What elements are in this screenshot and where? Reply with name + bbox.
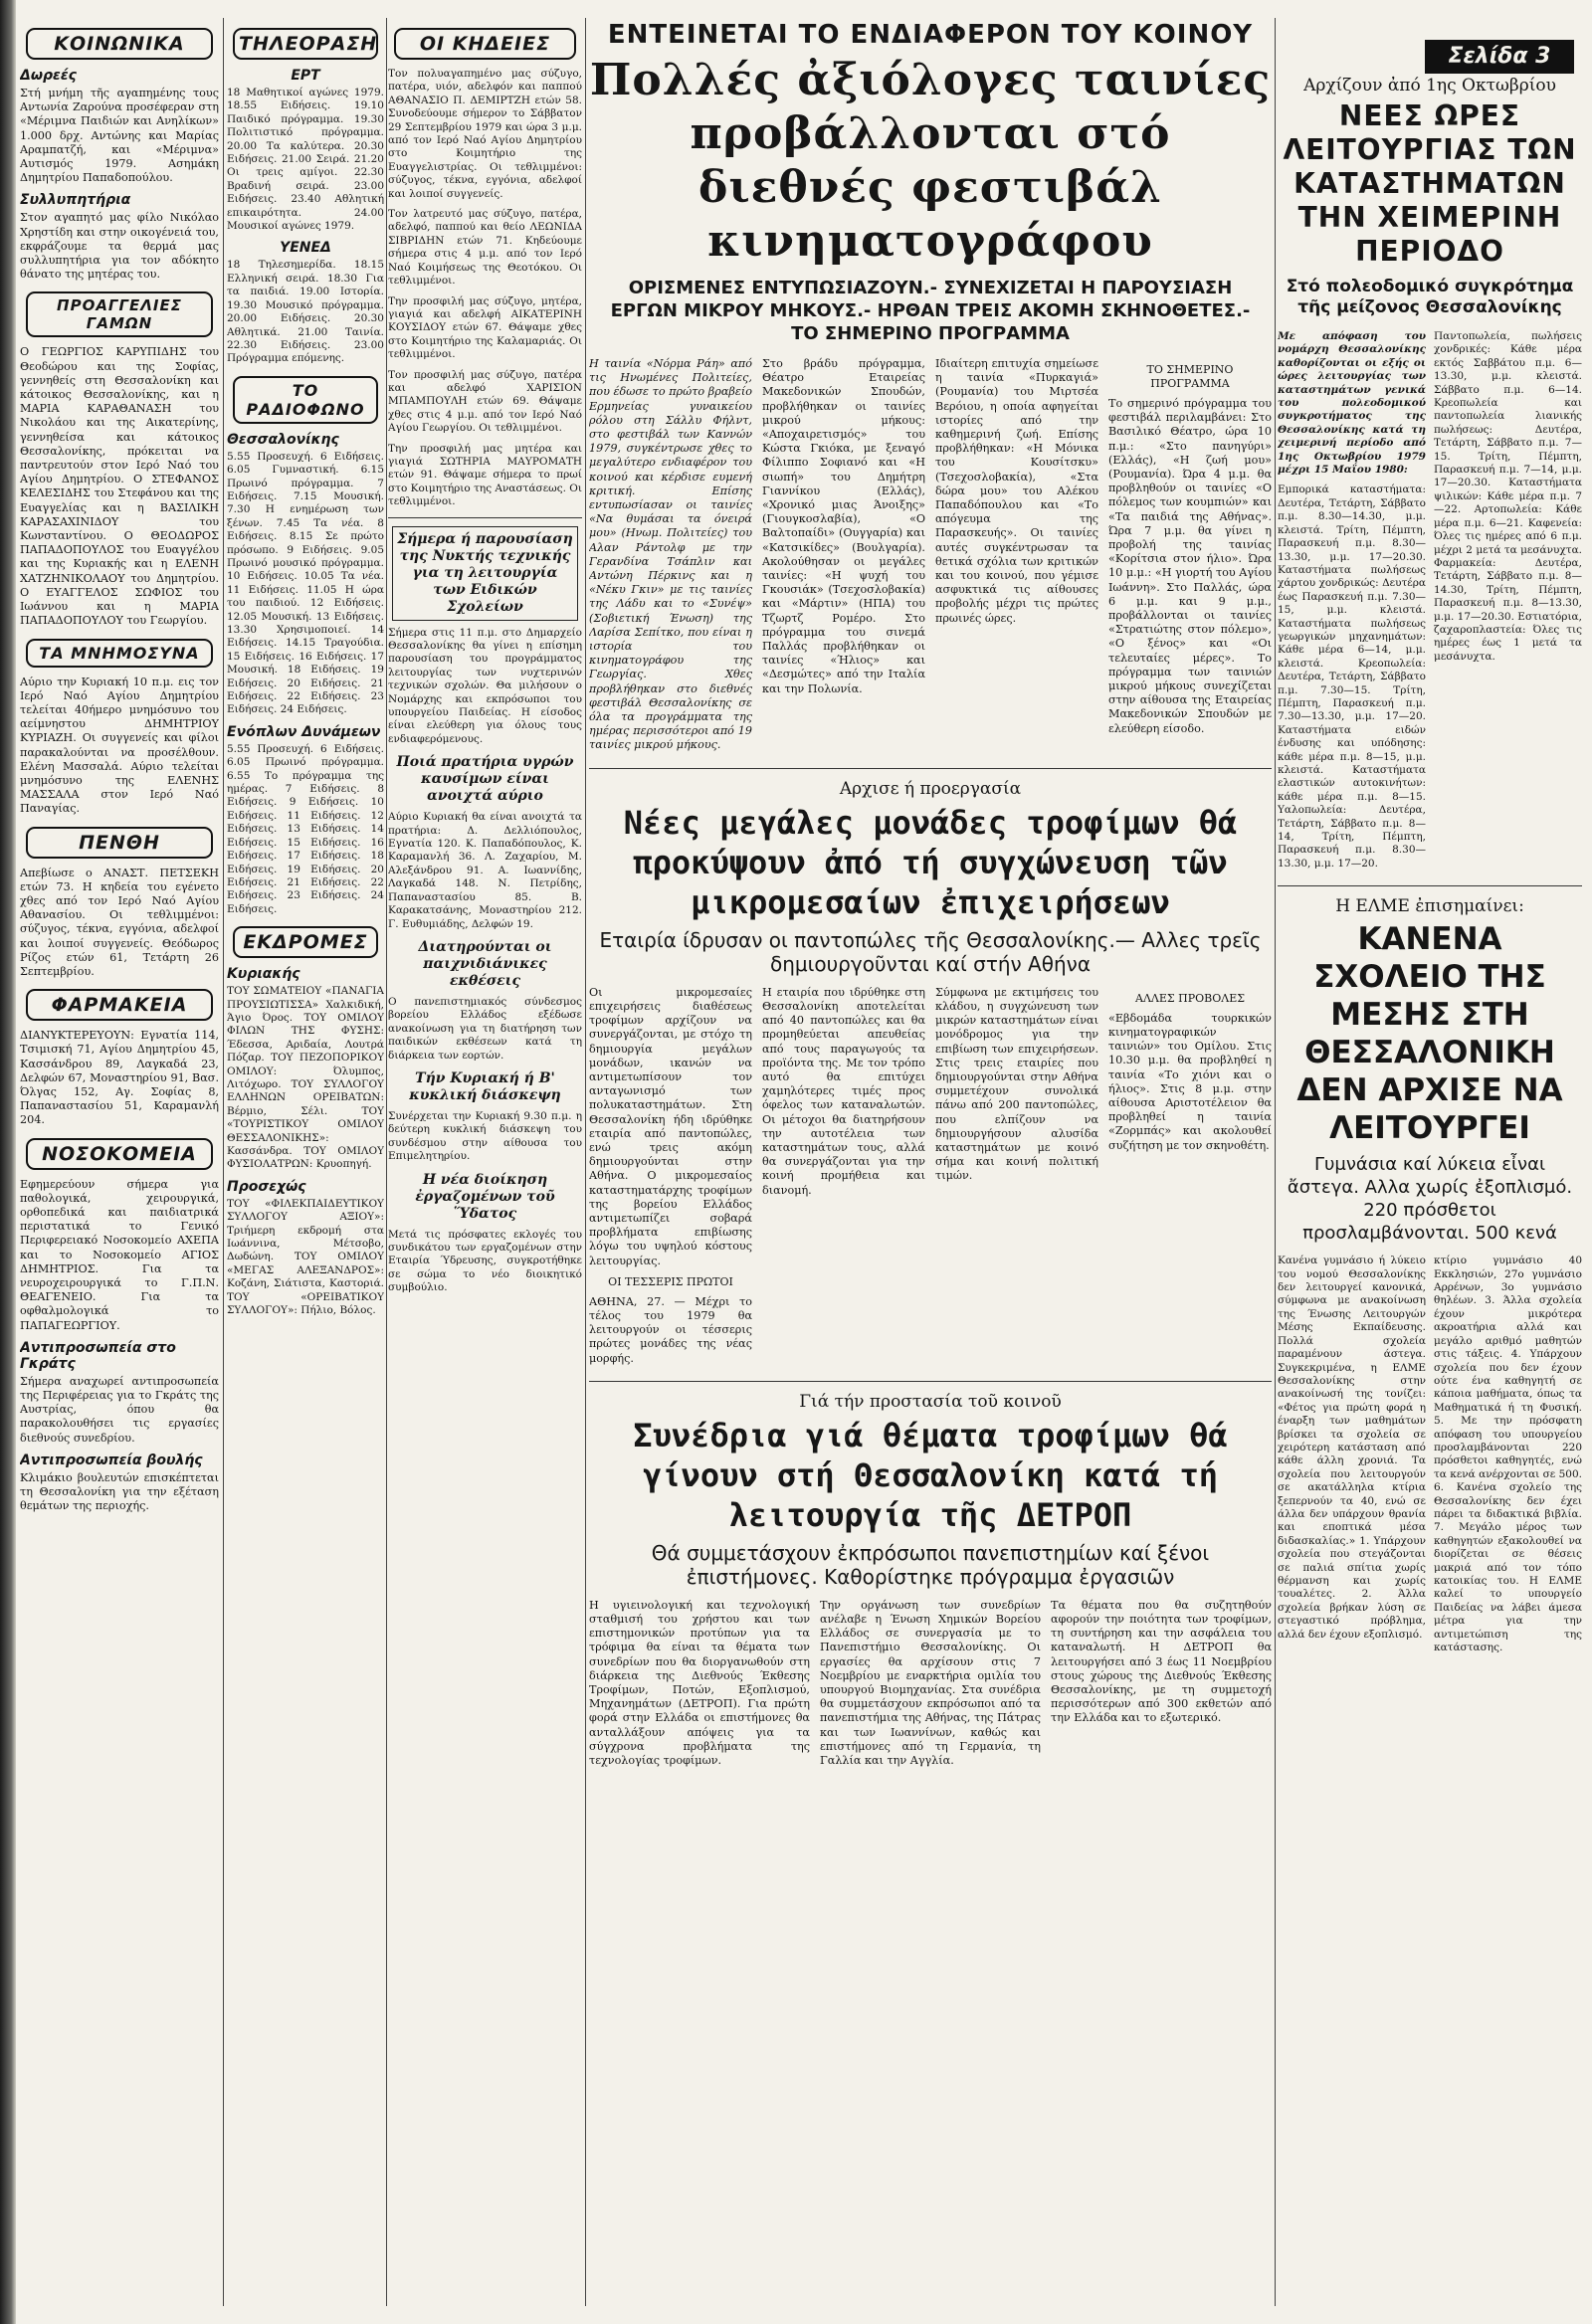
- festival-deck: ΟΡΙΣΜΕΝΕΣ ΕΝΤΥΠΩΣΙΑΖΟΥΝ.- ΣΥΝΕΧΙΖΕΤΑΙ Η ΠΑΡΟΥΣΙΑΣΗ ΕΡΓΩΝ ΜΙΚΡΟΥ ΜΗΚΟΥΣ.- ΗΡΘΑΝ ΤΡΕΙΣ ΑΚΟΜΗ ΣΚΗΝΟΘΕΤΕΣ.- ΤΟ ΣΗΜΕΡΙΝΟ ΠΡΟΓΡΑΜΜΑ: [610, 278, 1251, 344]
- donations-text: Στή μνήμη τῆς αγαπημένης τους Αντωνία Ζαρούνα προσέφεραν στη «Μέριμνα Παιδιών και Ανηλίκων» 1.000 δρχ. Αντώνης και Μαρίας Αραμπατζή, και «Μέριμνα» Αυτισμός 1979. Ασημάκη Δημητρίου Παπαδοπούλου.: [20, 87, 219, 185]
- shop-hours-headline: ΝΕΕΣ ΩΡΕΣ ΛΕΙΤΟΥΡΓΙΑΣ ΤΩΝ ΚΑΤΑΣΤΗΜΑΤΩΝ ΤΗΝ ΧΕΙΜΕΡΙΝΗ ΠΕΡΙΟΔΟ: [1283, 99, 1577, 268]
- detrop-article-body: [589, 1599, 1272, 1775]
- yened-schedule: 18 Τηλεσημερίδα. 18.15 Ελληνική σειρά. 18.30 Για τα παιδιά. 19.00 Ιστορία. 19.30 Μουσικό πρόγραμμα. 20.00 Ειδήσεις. 20.30 Αθλητικά. 21.00 Ταινία. 22.30 Ειδήσεις. 23.00 Πρόγραμμα επόμενης.: [227, 259, 384, 365]
- elme-text-col1: Κανένα γυμνάσιο ή λύκειο του νομού Θεσσαλονίκης δεν λειτουργεί κανονικά, σύμφωνα με ανακοίνωση της Ένωσης Λειτουργών Μέσης Εκπαίδευσης. Πολλά σχολεία παραμένουν άστεγα. Συγκεκριμένα, η ΕΛΜΕ Θεσσαλονίκης στην ανακοίνωσή της τονίζει: «Φέτος για πρώτη φορά η έναρξη των μαθημάτων βρίσκει τα σχολεία σε χειρότερη κατάσταση από κάθε άλλη χρονιά. Τα σχολεία που λειτουργούν σε ακατάλληλα κτίρια ξεπερνούν τα 40, ενώ σε άλλα δεν υπάρχουν θρανία και εποπτικά μέσα διδασκαλίας.» 1. Υπάρχουν σχολεία που στεγάζονται σε παλιά σπίτια χωρίς θέρμανση και χωρίς τουαλέτες. 2. Άλλα σχολεία βρήκαν λύση σε στεγαστικό πρόβλημα, αλλά δεν έχουν εξοπλισμό.: [1278, 1255, 1426, 1641]
- food-kicker: Αρχισε ή προεργασία: [839, 778, 1022, 799]
- excursions-subheading: Κυριακής: [227, 966, 300, 983]
- festival-text-col4: Το σημερινό πρόγραμμα του φεστιβάλ περιλαμβάνει: Στο Βασιλικό Θέατρο, ώρα 10 π.μ.: «Στο πανηγύρι» (Ελλάς), «Η ζωή μου» (Ρουμανία). Ώρα 4 μ.μ. θα προβληθούν οι ταινίες «Ο πόλεμος των κουμπιών» και «Τα παιδιά της Αθήνας». Ώρα 7 μ.μ. θα γίνει η προβολή της ταινίας «Κορίτσια στον ήλιο». Ώρα 10 μ.μ.: «Η γιορτή του Αγίου Ιωάννη». Στο Παλλάς, ώρα 6 μ.μ. και 9 μ.μ., προβάλλονται οι ταινίες «Στρατιώτης στον πόλεμο», «Ο ξένος» και «Οι τελευταίες μέρες». Το πρόγραμμα των ταινιών μικρού μήκους συνεχίζεται στην αίθουσα της Εταιρείας Μακεδονικών Σπουδών με ελεύθερη είσοδο.: [1108, 397, 1272, 735]
- festival-text-col3: Ιδιαίτερη επιτυχία σημείωσε η ταινία «Πυρκαγιά» (Ρουμανία) του Μιρτσέα Βερόιου, η οποία αφηγείται ιστορίες από την καθημερινή ζωή. Επίσης προβλήθηκαν: «Η Μόνικα του Κουσίτσκυ» (Τσεχοσλοβακία), «Στα δώρα μου» του Αλέκου Παπαδόπουλου και «Το απόγευμα της Παρασκευής». Οι ταινίες αυτές συγκέντρωσαν τα θετικά σχόλια των κριτικών και του κοινού, που γέμισε ασφυκτικά τις αίθουσες προβολής μέχρι τις πρώτες πρωινές ώρες.: [935, 357, 1098, 625]
- weddings-section-heading: ΠΡΟΑΓΓΕΛΙΕΣ ΓΑΜΩΝ: [26, 291, 213, 337]
- ert-subheading: ΕΡΤ: [291, 68, 320, 84]
- social-section-heading: ΚΟΙΝΩΝΙΚΑ: [26, 28, 213, 60]
- detrop-headline: Συνέδρια γιά θέματα τροφίμων θά γίνουν στή Θεσσαλονίκη κατά τή λειτουργία τῆς ΔΕΤΡΟΠ: [633, 1416, 1228, 1534]
- shop-hours-text-col2: Παντοπωλεία, πωλήσεις χονδρικές: Κάθε μέρα εκτός Σαββάτου π.μ. 6—13.30, μ.μ. κλειστά. Σάββατο π.μ. 6—14. Κρεοπωλεία και παντοπωλεία λιανικής πωλήσεως: Δευτέρα, Τετάρτη, Σάββατο π.μ. 7—15. Τρίτη, Πέμπτη, Παρασκευή π.μ. 7—14, μ.μ. 17—20.30. Καταστήματα ψιλικών: Κάθε μέρα π.μ. 7—22. Αρτοπωλεία: Κάθε μέρα π.μ. 6—21. Καφενεία: Όλες τις ημέρες από 6 π.μ. μέχρι 2 μετά τα μεσάνυχτα. Φαρμακεία: Δευτέρα, Τετάρτη, Σάββατο π.μ. 8—14.30, Τρίτη, Πέμπτη, Παρασκευή π.μ. 8—13.30, μ.μ. 17—20.30. Εστιατόρια, ζαχαροπλαστεία: Όλες τις ημέρες έως 1 μετά τα μεσάνυχτα.: [1434, 330, 1582, 663]
- festival-article-body: [589, 357, 1272, 760]
- night-school-headline: Σήμερα ή παρουσίαση της Νυκτής τεχνικής για τη λειτουργία των Ειδικών Σχολείων: [392, 526, 578, 621]
- detrop-deck: Θά συμμετάσχουν ἐκπρόσωποι πανεπιστημίων καί ξένοι ἐπιστήμονες. Καθορίστηκε πρόγραμμα ἐργασιῶν: [651, 1540, 1210, 1589]
- funeral-notice: Την προσφιλή μας μητέρα και γιαγιά ΣΩΤΗΡΙΑ ΜΑΥΡΟΜΑΤΗ ετών 91. Θάψαμε σήμερα το πρωί στο Κοιμητήριο της Αναστάσεως. Οι τεθλιμμένοι.: [388, 442, 582, 508]
- hospitals-text: Εφημερεύουν σήμερα για παθολογικά, χειρουργικά, ορθοπεδικά και παιδιατρικά περιστατικά το Γενικό Περιφερειακό Νοσοκομείο ΑΧΕΠΑ και το Νοσοκομείο ΑΓΙΟΣ ΔΗΜΗΤΡΙΟΣ. Για τα νευροχειρουργικά το Γ.Π.Ν. ΘΕΑΓΕΝΕΙΟ. Για τα οφθαλμολογικά το ΠΑΠΑΓΕΩΡΓΙΟΥ.: [20, 1177, 219, 1332]
- food-text-col3: Σύμφωνα με εκτιμήσεις του κλάδου, η συγχώνευση των μικρών καταστημάτων είναι μονόδρομος για την επιβίωση των επιχειρήσεων. Στις τρεις εταιρίες που δημιουργούνται στην Αθήνα συμμετέχουν συνολικά πάνω από 200 παντοπώλες, που ελπίζουν να δημιουργήσουν αλυσίδα καταστημάτων με κοινό σήμα και κοινή πολιτική τιμών.: [935, 985, 1098, 1183]
- council-subheading: Αντιπροσωπεία βουλής: [20, 1452, 203, 1468]
- detrop-text-col2: Την οργάνωση των συνεδρίων ανέλαβε η Ένωση Χημικών Βορείου Ελλάδος σε συνεργασία με το Πανεπιστήμιο Θεσσαλονίκης. Οι εργασίες θα αρχίσουν στις 7 Νοεμβρίου με εναρκτήρια ομιλία του υπουργού Βιομηχανίας. Στα συνέδρια θα συμμετάσχουν εκπρόσωποι από τα πανεπιστήμια της Αθήνας, της Πάτρας και των Ιωαννίνων, καθώς και επιστήμονες από τη Γερμανία, τη Γαλλία και την Αγγλία.: [820, 1598, 1041, 1767]
- column-funerals: [388, 18, 582, 2316]
- radio-schedule: 5.55 Προσευχή. 6 Ειδήσεις. 6.05 Γυμναστική. 6.15 Πρωινό πρόγραμμα. 7 Ειδήσεις. 7.15 Μουσική. 7.30 Η ενημέρωση των ξένων. 7.45 Τα νέα. 8 Ειδήσεις. 8.15 Σε πρώτο πρόσωπο. 9 Ειδήσεις. 9.05 Πρωινό μουσικό πρόγραμμα. 10 Ειδήσεις. 10.05 Τα νέα. 11 Ειδήσεις. 11.05 Η ώρα του παιδιού. 12 Ειδήσεις. 12.05 Μουσική. 13 Ειδήσεις. 13.30 Χρησιμοποιεί. 14 Ειδήσεις. 14.15 Τραγούδια. 15 Ειδήσεις. 16 Ειδήσεις. 17 Μουσική. 18 Ειδήσεις. 19 Ειδήσεις. 20 Ειδήσεις. 21 Ειδήσεις. 22 Ειδήσεις. 23 Ειδήσεις. 24 Ειδήσεις.: [227, 450, 384, 716]
- column-right: [1278, 18, 1582, 2316]
- other-screenings-subheading: ΑΛΛΕΣ ΠΡΟΒΟΛΕΣ: [1135, 991, 1245, 1005]
- gas-stations-headline: Ποιά πρατήρια υγρών καυσίμων είναι ανοιχτά αύριο: [396, 754, 574, 805]
- funeral-notice: Τον πολυαγαπημένο μας σύζυγο, πατέρα, υιόν, αδελφόν και παππού ΑΘΑΝΑΣΙΟ Π. ΔΕΜΙΡΤΖΗ ετών 58. Συνοδεύουμε σήμερον το Σάββατον 29 Σεπτεμβρίου 1979 και ώρα 3 μ.μ. από τον Ιερό Ναό Αγίου Δημητρίου στο Κοιμητήριο της Ευαγγελιστρίας. Οι τεθλιμμένοι: σύζυγος, τέκνα, εγγόνια, αδελφοί και λοιποί συγγενείς.: [388, 68, 582, 200]
- festival-headline: Πολλές ἀξιόλογες ταινίες προβάλλονται στό διεθνές φεστιβάλ κινηματογράφου: [589, 55, 1272, 267]
- gas-stations-text: Αύριο Κυριακή θα είναι ανοιχτά τα πρατήρια: Δ. Δελλιόπουλος, Εγνατία 120. Κ. Παπαδόπουλος, Κ. Καραμανλή 36. Λ. Ζαχαρίου, Μ. Αλεξάνδρου 91. Α. Ιωαννίδης, Λαγκαδά 148. Ν. Πετρίδης, Παπαναστασίου 85. Β. Καρακατσάνης, Μοναστηρίου 212. Γ. Ευθυμιάδης, Δελφών 19.: [388, 811, 582, 930]
- other-screenings-text: «Εβδομάδα τουρκικών κινηματογραφικών ταινιών» του Ομίλου. Στις 10.30 μ.μ. θα προβληθεί η ταινία «Το χιόνι και ο ήλιος». Στις 8 μ.μ. στην αίθουσα Αριστοτέλειον θα προβληθεί η ταινία «Ζορμπάς» και ακολουθεί συζήτηση με τον σκηνοθέτη.: [1108, 1011, 1272, 1152]
- elme-body: [1278, 1255, 1582, 1661]
- food-headline: Νέες μεγάλες μονάδες τροφίμων θά προκύψουν ἀπό τή συγχώνευση τῶν μικρομεσαίων ἐπιχειρήσεων: [623, 803, 1238, 921]
- memorials-section-heading: ΤΑ ΜΝΗΜΟΣΥΝΑ: [26, 639, 213, 668]
- upcoming-text: ΤΟΥ «ΦΙΛΕΚΠΑΙΔΕΥΤΙΚΟΥ ΣΥΛΛΟΓΟΥ ΑΞΙΟΥ»: Τριήμερη εκδρομή στα Ιωάννινα, Μέτσοβο, Δωδώνη. ΤΟΥ ΟΜΙΛΟΥ «ΜΕΓΑΣ ΑΛΕΞΑΝΔΡΟΣ»: Κοζάνη, Σιάτιστα, Καστοριά. ΤΟΥ «ΟΡΕΙΒΑΤΙΚΟΥ ΣΥΛΛΟΓΟΥ»: Πήλιο, Βόλος.: [227, 1197, 384, 1317]
- hospitals-section-heading: ΝΟΣΟΚΟΜΕΙΑ: [26, 1138, 213, 1170]
- conference-headline: Τήν Κυριακή ή Β' κυκλική διάσκεψη: [409, 1069, 561, 1103]
- festival-text-col2: Στο βράδυ πρόγραμμα, Θέατρο Εταιρείας Μακεδονικών Σπουδών, προβλήθηκαν οι ταινίες μικρού μήκους: «Αποχαιρετισμός» του Κώστα Γκιόκα, με ξεναγό Φίλιππο Σοφιανό και «Η σιωπή» του Δημήτρη Γιαννίκου (Ελλάς), «Χρονικό μιας Άνοιξης» (Γιουγκοσλαβία), «Ο Βαλτοπαίδι» (Ουγγαρία) και «Κατσικίδες» (Βουλγαρία). Ακολούθησαν οι μεγάλες ταινίες: «Η ψυχή του Γκουσιάκ» (Τσεχοσλοβακία) και «Μάρτιν» (ΗΠΑ) του Τζωρτζ Ρομέρο. Στο πρόγραμμα του σινεμά Παλλάς προβλήθηκαν οι ταινίες «Ήλιος» και «Δεσμώτες» από την Ιταλία και την Πολωνία.: [762, 357, 925, 695]
- shop-hours-body: [1278, 330, 1582, 877]
- festival-program-subheading: ΤΟ ΣΗΜΕΡΙΝΟ ΠΡΟΓΡΑΜΜΑ: [1146, 363, 1234, 390]
- shop-hours-kicker: Αρχίζουν ἀπό 1ης Οκτωβρίου: [1303, 76, 1556, 96]
- food-deck: Εταιρία ίδρυσαν οι παντοπώλες τῆς Θεσσαλονίκης.— Αλλες τρεῖς δημιουργοῦνται καί στήν Αθήνα: [599, 927, 1262, 976]
- food-sign-subheading: ΟΙ ΤΕΣΣΕΡΙΣ ΠΡΩΤΟΙ: [608, 1274, 733, 1288]
- donations-subheading: Δωρεές: [20, 68, 77, 84]
- delegation-text: Σήμερα αναχωρεί αντιπροσωπεία της Περιφέρειας για το Γκράτς της Αυστρίας, όπου θα παρακολουθήσει τις εργασίες διεθνούς συνεδρίου.: [20, 1374, 219, 1445]
- shop-hours-intro: Με απόφαση του νομάρχη Θεσσαλονίκης καθορίζονται οι εξής οι ώρες λειτουργίας των καταστημάτων γενικά του πολεοδομικού συγκροτήματος της Θεσσαλονίκης κατά τη χειμερινή περίοδο από 1ης Οκτωβρίου 1979 μέχρι 15 Μαΐου 1980:: [1278, 330, 1426, 477]
- shop-hours-text-col1: Εμπορικά καταστήματα: Δευτέρα, Τετάρτη, Σάββατο π.μ. 8.30—14.30, μ.μ. κλειστά. Τρίτη, Πέμπτη, Παρασκευή π.μ. 8.30—13.30, μ.μ. 17—20.30. Καταστήματα πωλήσεως χάρτου χονδρικώς: Δευτέρα έως Παρασκευή π.μ. 7.30—15, μ.μ. κλειστά. Καταστήματα πωλήσεως γεωργικών μηχανημάτων: Κάθε μέρα 6—14, μ.μ. κλειστά. Κρεοπωλεία: Δευτέρα, Τετάρτη, Σάββατο π.μ. 7.30—15. Τρίτη, Πέμπτη, Παρασκευή π.μ. 7.30—13.30, μ.μ. 17—20. Καταστήματα ειδών ένδυσης και υπόδησης: κάθε μέρα π.μ. 8—15, μ.μ. κλειστά. Καταστήματα ελαστικών αυτοκινήτων: κάθε μέρα π.μ. 8—15. Υαλοπωλεία: Δευτέρα, Τετάρτη, Σάββατο π.μ. 8—14, Τρίτη, Πέμπτη, Παρασκευή π.μ. 8.30—13.30, μ.μ. 17—20.: [1278, 484, 1426, 870]
- delegation-subheading: Αντιπροσωπεία στο Γκράτς: [20, 1339, 176, 1372]
- conference-text: Συνέρχεται την Κυριακή 9.30 π.μ. η δεύτερη κυκλική διάσκεψη του συνδέσμου στην αίθουσα του Επιμελητηρίου.: [388, 1109, 582, 1163]
- shop-hours-deck: Στό πολεοδομικό συγκρότημα τῆς μείζονος Θεσσαλονίκης: [1286, 277, 1574, 317]
- elme-deck: Γυμνάσια καί λύκεια εἶναι ἄστεγα. Αλλα χωρίς ἐξοπλισμό. 220 πρόσθετοι προσλαμβάνονται. 500 κενά: [1287, 1154, 1573, 1245]
- administration-headline: Η νέα διοίκηση ἐργαζομένων τοῦ Ὕδατος: [415, 1171, 555, 1222]
- detrop-kicker: Γιά τήν προστασία τοῦ κοινοῦ: [799, 1391, 1062, 1412]
- excursions-text: ΤΟΥ ΣΩΜΑΤΕΙΟΥ «ΠΑΝΑΓΙΑ ΠΡΟΥΣΙΩΤΙΣΣΑ» Χαλκιδική, Άγιο Όρος. ΤΟΥ ΟΜΙΛΟΥ ΦΙΛΩΝ ΤΗΣ ΦΥΣΗΣ: Έδεσσα, Αριδαία, Λουτρά Πόζαρ. ΤΟΥ ΠΕΖΟΠΟΡΙΚΟΥ ΟΜΙΛΟΥ: Όλυμπος, Λιτόχωρο. ΤΟΥ ΣΥΛΛΟΓΟΥ ΕΛΛΗΝΩΝ ΟΡΕΙΒΑΤΩΝ: Βέρμιο, Σέλι. ΤΟΥ «ΤΟΥΡΙΣΤΙΚΟΥ ΟΜΙΛΟΥ ΘΕΣΣΑΛΟΝΙΚΗΣ»: Κασσάνδρα. ΤΟΥ ΟΜΙΛΟΥ ΦΥΣΙΟΛΑΤΡΩΝ: Κρυοπηγή.: [227, 985, 384, 1171]
- funeral-notice: Τον προσφιλή μας σύζυγο, πατέρα και αδελφό ΧΑΡΙΣΙΟΝ ΜΠΑΜΠΟΥΛΗ ετών 69. Θάψαμε χθες στις 4 μ.μ. από τον Ιερό Ναό Αγίου Γεωργίου. Οι τεθλιμμένοι.: [388, 368, 582, 435]
- section-divider: [589, 768, 1272, 769]
- festival-kicker: ΕΝΤΕΙΝΕΤΑΙ ΤΟ ΕΝΔΙΑΦΕΡΟΝ ΤΟΥ ΚΟΙΝΟΥ: [607, 20, 1254, 50]
- radio-subheading: Θεσσαλονίκης: [227, 431, 339, 448]
- page-number-badge: Σελίδα 3: [1425, 40, 1574, 74]
- food-sign-text: ΑΘΗΝΑ, 27. — Μέχρι το τέλος του 1979 θα λειτουργούν οι τέσσερις πρώτες μονάδες της νέας μορφής.: [589, 1294, 752, 1365]
- food-text-col2: Η εταιρία που ιδρύθηκε στη Θεσσαλονίκη αποτελείται από 40 παντοπώλες και θα προμηθεύεται απευθείας από τους παραγωγούς τα προϊόντα της. Με τον τρόπο αυτό θα επιτύχει χαμηλότερες τιμές προς όφελος των καταναλωτών. Οι μέτοχοι θα διατηρήσουν την αυτοτέλεια των καταστημάτων τους, αλλά θα συνεργάζονται για την κοινή προμήθεια και διανομή.: [762, 985, 925, 1197]
- pharmacies-text: ΔΙΑΝΥΚΤΕΡΕΥΟΥΝ: Εγνατία 114, Τσιμισκή 71, Αγίου Δημητρίου 45, Κασσάνδρου 89, Λαγκαδά 23, Δελφών 67, Μοναστηρίου 91, Βασ. Όλγας 152, Αγ. Σοφίας 8, Παπαναστασίου 51, Καραμανλή 204.: [20, 1029, 219, 1127]
- column-rule: [223, 18, 224, 2306]
- funeral-notice: Την προσφιλή μας σύζυγο, μητέρα, γιαγιά και αδελφή ΑΙΚΑΤΕΡΙΝΗ ΚΟΥΣΙΔΟΥ ετών 67. Θάψαμε χθες στο Κοιμητήριο της Καλαμαριάς. Οι τεθλιμμένοι.: [388, 294, 582, 361]
- column-rule: [1275, 18, 1276, 2306]
- administration-text: Μετά τις πρόσφατες εκλογές του συνδικάτου των εργαζομένων στην Εταιρία Ύδρευσης, συγκροτήθηκε σε σώμα το νέο διοικητικό συμβούλιο.: [388, 1228, 582, 1294]
- weddings-text: Ο ΓΕΩΡΓΙΟΣ ΚΑΡΥΠΙΔΗΣ του Θεοδώρου και της Σοφίας, γεννηθείς στη Θεσσαλονίκη και κάτοικος Θεσσαλονίκης, και η ΜΑΡΙΑ ΚΑΡΑΘΑΝΑΣΗ του Νικολάου και της Αικατερίνης, γεννηθείσα και κάτοικος Θεσσαλονίκης, πρόκειται να παντρευτούν στον Ιερό Ναό του Αγίου Δημητρίου. Ο ΣΤΕΦΑΝΟΣ ΚΕΛΕΣΙΔΗΣ του Στεφάνου και της Ευαγγελίας και η ΒΑΣΙΛΙΚΗ ΚΑΡΑΣΑΧΙΝΙΔΟΥ του Κωνσταντίνου. Ο ΘΕΟΔΩΡΟΣ ΠΑΠΑΔΟΠΟΥΛΟΣ του Ευαγγέλου και της Κυριακής και η ΕΛΕΝΗ ΧΑΤΖΗΝΙΚΟΛΑΟΥ του Δημητρίου. Ο ΕΥΑΓΓΕΛΟΣ ΣΩΦΙΟΣ του Ιωάννου και η ΜΑΡΙΑ ΠΑΠΑΔΟΠΟΥΛΟΥ του Γεωργίου.: [20, 345, 219, 628]
- food-text-col1: Οι μικρομεσαίες επιχειρήσεις διαθέσεως τροφίμων αρχίζουν να συνεργάζονται, με στόχο τη δημιουργία μεγάλων μονάδων, ικανών να αντιμετωπίσουν τον ανταγωνισμό των πολυκαταστημάτων. Στη Θεσσαλονίκη ήδη ιδρύθηκε εταιρία από παντοπώλες, ενώ τρεις ακόμη δημιουργούνται στην Αθήνα. Ο μικρομεσαίος καταστηματάρχης τροφίμων της βορείου Ελλάδος αντιμετωπίζει σοβαρά προβλήματα επιβίωσης λόγω του υψηλού κόστους λειτουργίας.: [589, 985, 752, 1267]
- festival-text-col1: Η ταινία «Νόρμα Ράη» από τις Ηνωμένες Πολιτείες, που έδωσε το πρώτο βραβείο Ερμηνείας γυναικείου ρόλου στη Σάλλυ Φήλντ, στο φεστιβάλ των Καννών 1979, συγκέντρωσε χθες το μεγαλύτερο ενδιαφέρον του κοινού και κέρδισε ευμενή κριτική. Επίσης εντυπωσίασαν οι ταινίες «Να θυμάσαι τα όνειρά μου» (Ηνωμ. Πολιτείες) του Αλαν Ράντολφ με την Γερανδίνα Τσάπλιν και Αντώνη Πέρκινς και η «Νέκυ Γκιν» με τις ταινίες της Λάδυ και το «Συνέψ» (Σοβιετική Ένωση) της Λαρίσα Σεπίτκο, που είναι η ιστορία του κινηματογράφου της Γεωργίας. Χθες προβλήθηκαν στο διεθνές φεστιβάλ Θεσσαλονίκης σε όλα τα προγράμματα της ημέρας περισσότεροι από 19 ταινίες μικρού μήκους.: [589, 357, 752, 752]
- funerals-section-heading: ΟΙ ΚΗΔΕΙΕΣ: [394, 28, 576, 60]
- ert-schedule: 18 Μαθητικοί αγώνες 1979. 18.55 Ειδήσεις. 19.10 Παιδικό πρόγραμμα. 19.30 Πολιτιστικό πρόγραμμα. 20.00 Τα καλύτερα. 20.30 Ειδήσεις. 21.00 Σειρά. 21.20 Οι τρεις αμίγοι. 22.30 Βραδινή σειρά. 23.00 Ειδήσεις. 23.40 Αθλητική επικαιρότητα. 24.00 Μουσικοί αγώνες 1979.: [227, 87, 384, 233]
- exhibitions-text: Ο πανεπιστημιακός σύνδεσμος βορείου Ελλάδος εξέδωσε ανακοίνωση για τη διατήρηση των παιδικών εκθέσεων κατά τη διάρκεια των εορτών.: [388, 995, 582, 1062]
- condolences-text: Στον αγαπητό μας φίλο Νικόλαο Χρηστίδη και στην οικογένειά του, εκφράζουμε τα θερμά μας συλλυπητήρια για τον αδόκητο θάνατο της μητέρας του.: [20, 211, 219, 282]
- yened-subheading: ΥΕΝΕΔ: [280, 240, 331, 257]
- column-social: [20, 18, 219, 2316]
- excursions-section-heading: ΕΚΔΡΟΜΕΣ: [233, 926, 378, 958]
- mourning-section-heading: ΠΕΝΘΗ: [26, 827, 213, 859]
- radio-section-heading: ΤΟ ΡΑΔΙΟΦΩΝΟ: [233, 376, 378, 424]
- night-school-text: Σήμερα στις 11 π.μ. στο Δημαρχείο Θεσσαλονίκης θα γίνει η επίσημη παρουσίαση του προγράμματος λειτουργίας των νυχτερινών τεχνικών σχολών. Θα μιλήσουν ο Νομάρχης και εκπρόσωποι του υπουργείου Παιδείας. Η είσοδος είναι ελεύθερη για όλους τους ενδιαφερόμενους.: [388, 626, 582, 745]
- television-section-heading: ΤΗΛΕΟΡΑΣΗ: [233, 28, 378, 60]
- armed-forces-subheading: Ενόπλων Δυνάμεων: [227, 723, 381, 740]
- council-text: Κλιμάκιο βουλευτών επισκέπτεται τη Θεσσαλονίκη για την εξέταση θεμάτων της περιοχής.: [20, 1470, 219, 1513]
- mourning-text: Απεβίωσε ο ΑΝΑΣΤ. ΠΕΤΣΕΚΗ ετών 73. Η κηδεία του εγένετο χθες από τον Ιερό Ναό Αγίου Αθανασίου. Οι τεθλιμμένοι: σύζυγος, τέκνα, εγγόνια, αδελφοί και λοιποί συγγενείς. Θεόδωρος Ρίζος ετών 61, Τετάρτη 26 Σεπτεμβρίου.: [20, 866, 219, 978]
- elme-text-col2: κτίριο γυμνάσιο 40 Εκκλησιών, 27ο γυμνάσιο Αρρένων, 3ο γυμνάσιο θηλέων. 3. Άλλα σχολεία έχουν μικρότερα ακροατήρια αλλά και μεγάλο αριθμό μαθητών στις τάξεις. 4. Υπάρχουν σχολεία που δεν έχουν ούτε ένα καθηγητή σε κάποια μαθήματα, όπως τα Μαθηματικά ή τη Φυσική. 5. Με την πρόσφατη απόφαση του υπουργείου προσλαμβάνονται 220 πρόσθετοι καθηγητές, ενώ τα κενά ανέρχονται σε 500. 6. Κανένα σχολείο της Θεσσαλονίκης δεν έχει πάρει τα διδακτικά βιβλία. 7. Μεγάλο μέρος των καθηγητών εξακολουθεί να διορίζεται σε θέσεις μακριά από τον τόπο κατοικίας του. Η ΕΛΜΕ καλεί το υπουργείο Παιδείας να λάβει άμεσα μέτρα για την αντιμετώπιση της κατάστασης.: [1434, 1255, 1582, 1654]
- column-broadcast: [227, 18, 384, 2316]
- elme-headline: ΚΑΝΕΝΑ ΣΧΟΛΕΙΟ ΤΗΣ ΜΕΣΗΣ ΣΤΗ ΘΕΣΣΑΛΟΝΙΚΗ ΔΕΝ ΑΡΧΙΣΕ ΝΑ ΛΕΙΤΟΥΡΓΕΙ: [1296, 921, 1563, 1147]
- page-binding-edge: [0, 0, 16, 2324]
- column-rule: [386, 18, 387, 2306]
- upcoming-subheading: Προσεχώς: [227, 1178, 306, 1195]
- section-divider: [1278, 885, 1582, 886]
- armed-forces-schedule: 5.55 Προσευχή. 6 Ειδήσεις. 6.05 Πρωινό πρόγραμμα. 6.55 Το πρόγραμμα της ημέρας. 7 Ειδήσεις. 8 Ειδήσεις. 9 Ειδήσεις. 10 Ειδήσεις. 11 Ειδήσεις. 12 Ειδήσεις. 13 Ειδήσεις. 14 Ειδήσεις. 15 Ειδήσεις. 16 Ειδήσεις. 17 Ειδήσεις. 18 Ειδήσεις. 19 Ειδήσεις. 20 Ειδήσεις. 21 Ειδήσεις. 22 Ειδήσεις. 23 Ειδήσεις. 24 Ειδήσεις.: [227, 742, 384, 915]
- memorials-text: Αύριο την Κυριακή 10 π.μ. εις τον Ιερό Ναό Αγίου Δημητρίου τελείται 40ήμερο μνημόσυνο του αείμνηστου ΔΗΜΗΤΡΙΟΥ ΚΥΡΙΑΖΗ. Οι συγγενείς και φίλοι παρακαλούνται να προσέλθουν. Ελένη Μασσαλά. Αύριο τελείται μνημόσυνο της ΕΛΕΝΗΣ ΜΑΣΣΑΛΑ στον Ιερό Ναό Παναγίας.: [20, 675, 219, 816]
- pharmacies-section-heading: ΦΑΡΜΑΚΕΙΑ: [26, 989, 213, 1021]
- section-divider: [388, 517, 582, 518]
- condolences-subheading: Συλλυπητήρια: [20, 192, 131, 209]
- column-rule: [585, 18, 586, 2306]
- food-article-body: [589, 986, 1272, 1373]
- section-divider: [589, 1381, 1272, 1382]
- column-centre: [589, 18, 1272, 2316]
- elme-kicker: Η ΕΛΜΕ ἐπισημαίνει:: [1335, 896, 1524, 917]
- detrop-text-col3: Τα θέματα που θα συζητηθούν αφορούν την ποιότητα των τροφίμων, τη συντήρηση και την ασφάλεια του καταναλωτή. Η ΔΕΤΡΟΠ θα λειτουργήσει από 3 έως 11 Νοεμβρίου στους χώρους της Διεθνούς Έκθεσης Θεσσαλονίκης, με τη συμμετοχή περισσότερων από 300 εκθετών από την Ελλάδα και το εξωτερικό.: [1051, 1598, 1272, 1725]
- detrop-text-col1: Η υγιεινολογική και τεχνολογική σταθμισή του χρήστου και των επιστημονικών προτύπων για τα τρόφιμα θα είναι τα θέματα των συνεδρίων που θα διοργανωθούν στη διάρκεια της Διεθνούς Έκθεσης Τροφίμων, Ποτών, Εξοπλισμού, Μηχανημάτων (ΔΕΤΡΟΠ). Για πρώτη φορά στην Ελλάδα οι επιστήμονες θα ανταλλάξουν απόψεις για τα σύγχρονα προβλήματα της τεχνολογίας τροφίμων.: [589, 1598, 810, 1767]
- funeral-notice: Τον λατρευτό μας σύζυγο, πατέρα, αδελφό, παππού και θείο ΛΕΩΝΙΔΑ ΣΙΒΡΙΔΗΝ ετών 71. Κηδεύουμε σήμερα στις 4 μ.μ. από τον Ιερό Ναό Κοιμήσεως της Θεοτόκου. Οι τεθλιμμένοι.: [388, 208, 582, 288]
- exhibitions-headline: Διατηρούνται οι παιχνιδιάνικες εκθέσεις: [418, 938, 552, 989]
